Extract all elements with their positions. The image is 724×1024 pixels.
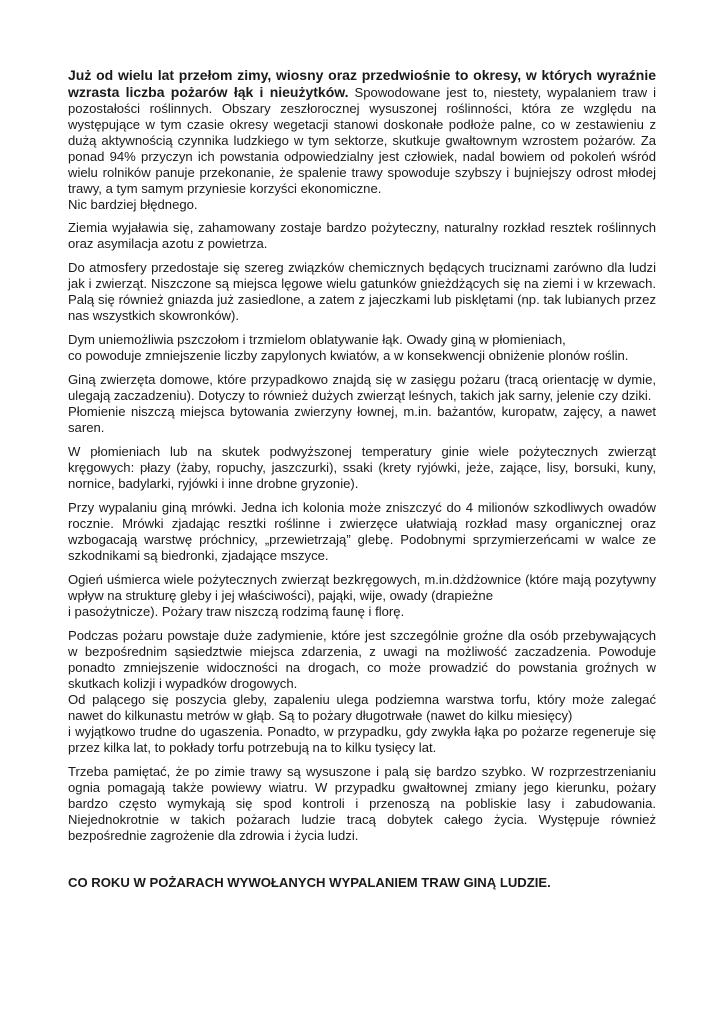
paragraph-line: Płomienie niszczą miejsca bytowania zwierzyny łownej, m.in. bażantów, kuropatw, zajęcy, a nawet saren. — [68, 404, 656, 435]
paragraph-line: i wyjątkowo trudne do ugaszenia. Ponadto, w przypadku, gdy zwykła łąka po pożarze regeneruje się przez kilka lat, to pokłady torfu potrzebują na to kilku tysięcy lat. — [68, 724, 656, 755]
intro-lead: Już od wielu lat przełom zimy, wiosny oraz przedwiośnie to okresy, w których wyraźnie wzrasta liczba pożarów łąk i nieużytków. — [68, 67, 656, 100]
paragraph-pollinators — [68, 332, 656, 364]
paragraph-line: Podczas pożaru powstaje duże zadymienie, które jest szczególnie groźne dla osób przebywających w bezpośrednim sąsiedztwie miejsca zdarzenia, z uwagi na możliwość zaczadzenia. Powoduje ponadto zmniejszenie widoczności na drogach, co może prowadzić do powstania groźnych w skutkach kolizji i wypadków drogowych. — [68, 628, 656, 691]
paragraph-line: W płomieniach lub na skutek podwyższonej temperatury ginie wiele pożytecznych zwierząt kręgowych: płazy (żaby, ropuchy, jaszczurki), ssaki (krety ryjówki, jeże, zające, lisy, borsuki, kuny, nornice, badylarki, ryjówki i inne drobne gryzonie). — [68, 444, 656, 491]
paragraph-ants — [68, 500, 656, 564]
closing-heading: CO ROKU W POŻARACH WYWOŁANYCH WYPALANIEM TRAW GINĄ LUDZIE. — [68, 875, 551, 890]
paragraph-line: Do atmosfery przedostaje się szereg związków chemicznych będących truciznami zarówno dla ludzi jak i zwierząt. Niszczone są miejsca lęgowe wielu gatunków gnieżdżących się na ziemi i w krzewach. Palą się również gniazda już zasiedlone, a zatem z jajeczkami lub pisklętami (np. tak lubianych przez nas wszystkich skowronków). — [68, 260, 656, 323]
paragraph-line: Ziemia wyjaławia się, zahamowany zostaje bardzo pożyteczny, naturalny rozkład resztek roślinnych oraz asymilacja azotu z powietrza. — [68, 220, 656, 251]
paragraph-line: Ogień uśmierca wiele pożytecznych zwierząt bezkręgowych, m.in.dżdżownice (które mają pozytywny wpływ na strukturę gleby i jej właściwości), pająki, wije, owady (drapieżne — [68, 572, 656, 603]
paragraph-wind — [68, 764, 656, 844]
paragraph-line: Giną zwierzęta domowe, które przypadkowo znajdą się w zasięgu pożaru (tracą orientację w dymie, ulegają zaczadzeniu). Dotyczy to również dużych zwierząt leśnych, takich jak sarny, jelenie czy dziki. — [68, 372, 656, 403]
paragraph-line: Trzeba pamiętać, że po zimie trawy są wysuszone i palą się bardzo szybko. W rozprzestrzenianiu ognia pomagają także powiewy wiatru. W przypadku gwałtownej zmiany jego kierunku, pożary bardzo często wymykają się spod kontroli i przenoszą na pobliskie lasy i zabudowania. Niejednokrotnie w takich pożarach ludzie tracą dobytek całego życia. Występuje również bezpośrednie zagrożenie dla zdrowia i życia ludzi. — [68, 764, 656, 843]
intro-paragraph — [68, 67, 656, 213]
paragraph-line: i pasożytnicze). Pożary traw niszczą rodzimą faunę i florę. — [68, 604, 405, 619]
paragraph-line: Przy wypalaniu giną mrówki. Jedna ich kolonia może zniszczyć do 4 milionów szkodliwych owadów rocznie. Mrówki zjadając resztki roślinne i zwierzęce ułatwiają rozkład masy organicznej oraz wzbogacają warstwę próchnicy, „przewietrzają” glebę. Podobnymi sprzymierzeńcami w walce ze szkodnikami są biedronki, zjadające mszyce. — [68, 500, 656, 563]
paragraph-domestic-animals — [68, 372, 656, 436]
paragraph-soil — [68, 220, 656, 252]
intro-text: Spowodowane jest to, niestety, wypalaniem traw i pozostałości roślinnych. Obszary zeszłorocznej wysuszonej roślinności, która ze względu na występujące w tym czasie okresy wegetacji stanowi doskonałe podłoże palne, co w zestawieniu z dużą aktywnością czynnika ludzkiego w tym sektorze, skutkuje gwałtownym wzrostem pożarów. Za ponad 94% przyczyn ich powstania odpowiedzialny jest człowiek, nadal bowiem od pokoleń wśród wielu rolników panuje przekonanie, że spalenie trawy spowoduje szybszy i bujniejszy odrost młodej trawy, a tym samym przyniesie korzyści ekonomiczne. — [68, 85, 656, 196]
paragraph-line: Od palącego się poszycia gleby, zapaleniu ulega podziemna warstwa torfu, który może zalegać nawet do kilkunastu metrów w głąb. Są to pożary długotrwałe (nawet do kilku miesięcy) — [68, 692, 656, 723]
paragraph-line: Dym uniemożliwia pszczołom i trzmielom oblatywanie łąk. Owady giną w płomieniach, — [68, 332, 566, 347]
document-page — [68, 67, 656, 904]
paragraph-atmosphere — [68, 260, 656, 324]
paragraph-smoke — [68, 628, 656, 756]
paragraph-line: co powoduje zmniejszenie liczby zapylonych kwiatów, a w konsekwencji obniżenie plonów roślin. — [68, 348, 629, 363]
intro-tail: Nic bardziej błędnego. — [68, 197, 198, 212]
paragraph-vertebrates — [68, 444, 656, 492]
paragraph-invertebrates — [68, 572, 656, 620]
